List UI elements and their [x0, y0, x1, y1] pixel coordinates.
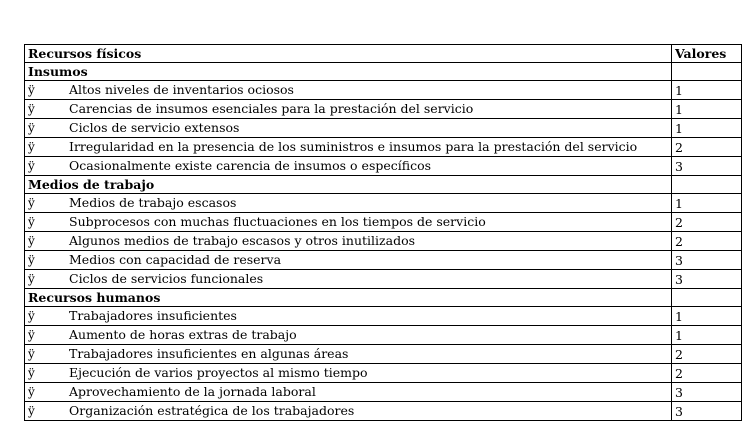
header-value-label: Valores	[672, 45, 742, 63]
item-cell	[25, 307, 672, 326]
item-text: Trabajadores insuficientes en algunas áreas	[69, 346, 349, 361]
item-text: Algunos medios de trabajo escasos y otros inutilizados	[69, 233, 416, 248]
item-value: 2	[672, 232, 742, 251]
item-value: 3	[672, 383, 742, 402]
item-value: 1	[672, 194, 742, 213]
table-body	[25, 45, 742, 421]
item-text: Irregularidad en la presencia de los suministros e insumos para la prestación del servicio	[69, 139, 638, 154]
item-value: 1	[672, 100, 742, 119]
item-text: Ejecución de varios proyectos al mismo tiempo	[69, 365, 368, 380]
table-row	[25, 194, 742, 213]
section-value-cell	[672, 176, 742, 194]
bullet-icon: ÿ	[28, 234, 35, 248]
item-value: 3	[672, 251, 742, 270]
table-header-row	[25, 45, 742, 63]
item-value: 2	[672, 364, 742, 383]
item-text: Trabajadores insuficientes	[69, 308, 237, 323]
section-row	[25, 289, 742, 307]
section-title: Insumos	[25, 63, 672, 81]
bullet-icon: ÿ	[28, 159, 35, 173]
table-row	[25, 270, 742, 289]
section-value-cell	[672, 289, 742, 307]
table-row	[25, 364, 742, 383]
section-title: Medios de trabajo	[25, 176, 672, 194]
table-row	[25, 307, 742, 326]
table-row	[25, 383, 742, 402]
item-cell	[25, 345, 672, 364]
item-cell	[25, 100, 672, 119]
resources-table	[24, 44, 742, 421]
item-cell	[25, 138, 672, 157]
table-row	[25, 81, 742, 100]
bullet-icon: ÿ	[28, 385, 35, 399]
table-row	[25, 157, 742, 176]
item-text: Altos niveles de inventarios ociosos	[69, 82, 294, 97]
item-text: Ocasionalmente existe carencia de insumos o específicos	[69, 158, 432, 173]
item-text: Carencias de insumos esenciales para la prestación del servicio	[69, 101, 474, 116]
item-value: 3	[672, 157, 742, 176]
section-row	[25, 176, 742, 194]
item-value: 1	[672, 307, 742, 326]
item-cell	[25, 251, 672, 270]
item-cell	[25, 213, 672, 232]
table-row	[25, 402, 742, 421]
item-text: Aprovechamiento de la jornada laboral	[69, 384, 316, 399]
item-value: 1	[672, 326, 742, 345]
item-text: Organización estratégica de los trabajadores	[69, 403, 355, 418]
table-row	[25, 138, 742, 157]
section-row	[25, 63, 742, 81]
bullet-icon: ÿ	[28, 272, 35, 286]
item-text: Ciclos de servicios funcionales	[69, 271, 264, 286]
item-cell	[25, 81, 672, 100]
item-cell	[25, 119, 672, 138]
item-value: 1	[672, 81, 742, 100]
bullet-icon: ÿ	[28, 196, 35, 210]
bullet-icon: ÿ	[28, 83, 35, 97]
item-cell	[25, 364, 672, 383]
item-value: 3	[672, 270, 742, 289]
item-value: 2	[672, 138, 742, 157]
item-text: Subprocesos con muchas fluctuaciones en los tiempos de servicio	[69, 214, 486, 229]
table-row	[25, 100, 742, 119]
item-cell	[25, 270, 672, 289]
table-row	[25, 213, 742, 232]
item-cell	[25, 232, 672, 251]
table-row	[25, 232, 742, 251]
item-value: 2	[672, 345, 742, 364]
item-text: Ciclos de servicio extensos	[69, 120, 240, 135]
item-text: Medios de trabajo escasos	[69, 195, 237, 210]
table-row	[25, 119, 742, 138]
header-label: Recursos físicos	[25, 45, 672, 63]
section-value-cell	[672, 63, 742, 81]
bullet-icon: ÿ	[28, 404, 35, 418]
bullet-icon: ÿ	[28, 309, 35, 323]
bullet-icon: ÿ	[28, 140, 35, 154]
item-cell	[25, 402, 672, 421]
item-value: 3	[672, 402, 742, 421]
table-row	[25, 345, 742, 364]
section-title: Recursos humanos	[25, 289, 672, 307]
item-cell	[25, 326, 672, 345]
item-text: Aumento de horas extras de trabajo	[69, 327, 297, 342]
bullet-icon: ÿ	[28, 253, 35, 267]
bullet-icon: ÿ	[28, 347, 35, 361]
table-row	[25, 326, 742, 345]
item-cell	[25, 383, 672, 402]
bullet-icon: ÿ	[28, 215, 35, 229]
item-text: Medios con capacidad de reserva	[69, 252, 282, 267]
bullet-icon: ÿ	[28, 102, 35, 116]
table-row	[25, 251, 742, 270]
item-cell	[25, 194, 672, 213]
item-value: 1	[672, 119, 742, 138]
bullet-icon: ÿ	[28, 328, 35, 342]
item-cell	[25, 157, 672, 176]
bullet-icon: ÿ	[28, 121, 35, 135]
item-value: 2	[672, 213, 742, 232]
bullet-icon: ÿ	[28, 366, 35, 380]
